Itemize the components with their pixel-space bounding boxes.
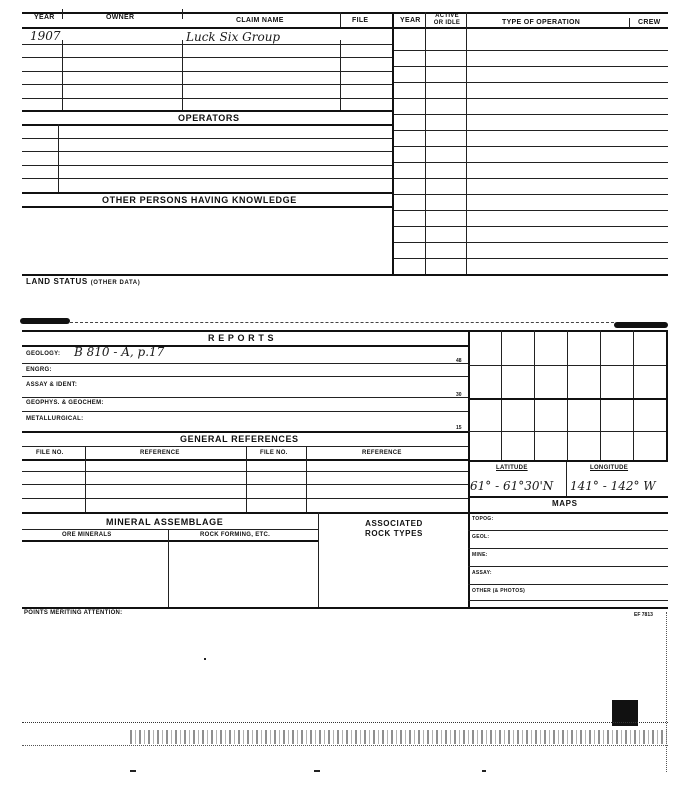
longitude-label: LONGITUDE — [590, 465, 629, 471]
gr-col-reference-2: REFERENCE — [362, 450, 402, 456]
operators-heading: OPERATORS — [178, 113, 240, 123]
gr-col-reference-1: REFERENCE — [140, 450, 180, 456]
maps-other: OTHER (& PHOTOS) — [472, 588, 526, 594]
scan-dot-3 — [482, 770, 486, 772]
ore-minerals-label: ORE MINERALS — [62, 532, 112, 538]
entry-claim-name: Luck Six Group — [186, 30, 281, 44]
latitude-label: LATITUDE — [496, 465, 528, 471]
rock-forming-label: ROCK FORMING, ETC. — [200, 532, 271, 538]
form-number: EF 7813 — [634, 612, 653, 618]
points-meriting-attention: POINTS MERITING ATTENTION: — [24, 610, 123, 616]
report-label-geophys: GEOPHYS. & GEOCHEM: — [26, 400, 104, 406]
header-active-line2: OR IDLE — [433, 20, 461, 26]
land-status-title: LAND STATUS — [26, 277, 88, 286]
header-year-2: YEAR — [400, 17, 421, 24]
maps-topog: TOPOG: — [472, 516, 494, 522]
report-num-metallurgical: 15 — [456, 425, 462, 431]
report-label-geology: GEOLOGY: — [26, 351, 61, 357]
gr-col-file-no-2: FILE NO. — [260, 450, 288, 456]
maps-heading: MAPS — [552, 499, 578, 508]
report-label-assay: ASSAY & IDENT: — [26, 382, 78, 388]
scan-dot-1 — [130, 770, 136, 772]
maps-assay: ASSAY: — [472, 570, 492, 576]
report-label-engrg: ENGRG: — [26, 367, 52, 373]
latitude-value: 61° - 61°30'N — [470, 479, 554, 493]
redaction-mark-left — [20, 318, 70, 324]
maps-mine: MINE: — [472, 552, 488, 558]
other-persons-heading: OTHER PERSONS HAVING KNOWLEDGE — [102, 195, 297, 205]
scan-noise-band — [130, 730, 668, 744]
header-claim-name: CLAIM NAME — [236, 17, 284, 24]
longitude-value: 141° - 142° W — [570, 479, 656, 493]
header-active-or-idle — [428, 13, 466, 27]
associated-line1: ASSOCIATED — [365, 519, 423, 528]
land-status-label — [26, 277, 140, 286]
maps-geol: GEOL: — [472, 534, 490, 540]
header-year: YEAR — [34, 14, 55, 21]
reports-heading: R E P O R T S — [208, 333, 275, 343]
scan-dot-2 — [314, 770, 320, 772]
header-active-line1: ACTIVE — [435, 13, 459, 19]
report-label-metallurgical: METALLURGICAL: — [26, 416, 84, 422]
report-value-geology: B 810 - A, p.17 — [74, 345, 165, 359]
header-type-of-operation: TYPE OF OPERATION — [502, 19, 581, 26]
scan-dot-4 — [204, 658, 206, 660]
header-file: FILE — [352, 17, 369, 24]
redaction-mark-right — [614, 322, 668, 328]
mineral-assemblage-heading: MINERAL ASSEMBLAGE — [106, 517, 224, 527]
gr-col-file-no-1: FILE NO. — [36, 450, 64, 456]
general-references-heading: GENERAL REFERENCES — [180, 434, 299, 444]
header-crew: CREW — [638, 19, 661, 26]
associated-line2: ROCK TYPES — [364, 529, 423, 538]
entry-year: 1907 — [30, 29, 61, 43]
report-num-geology: 48 — [456, 358, 462, 364]
header-owner: OWNER — [106, 14, 135, 21]
land-status-sub: (OTHER DATA) — [90, 280, 141, 286]
report-num-assay: 30 — [456, 392, 462, 398]
associated-rock-types — [320, 519, 468, 539]
